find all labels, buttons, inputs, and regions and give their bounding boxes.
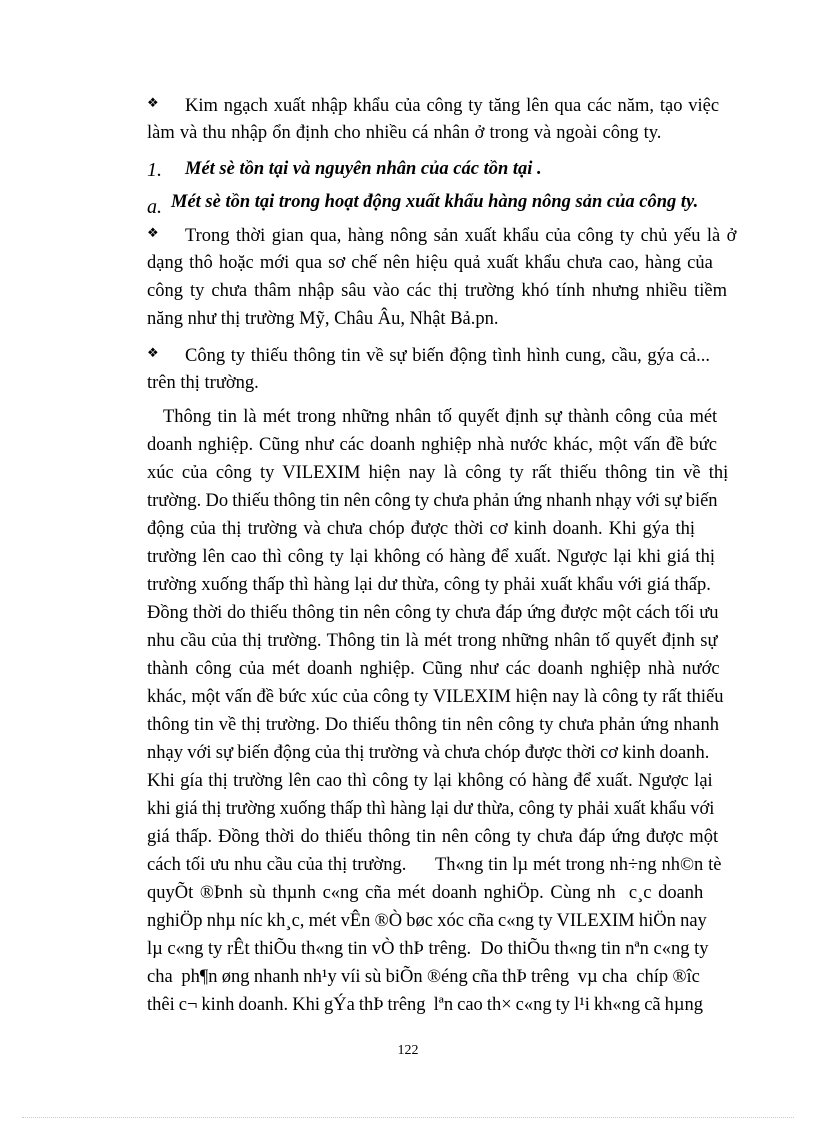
- heading-number: a.: [147, 196, 162, 218]
- diamond-bullet-icon: ❖: [147, 226, 159, 241]
- document-page: ❖ Kim ngạch xuất nhập khẩu của công ty tăng lên qua các năm, tạo việc làm và thu nhập ổn định cho nhiều cá nhân ở trong và ngoài công ty. 1. Mét sè tồn tại và nguyên nhân của các tồn tại . a. Mét sè tồn tại trong hoạt động xuất khẩu hàng nông sản của công ty. ❖ Trong thời gian qua, hàng nông sản xuất khẩu của công ty chủ yếu là ở dạng thô hoặc mới qua sơ chế nên hiệu quả xuất khẩu chưa cao, hàng của công ty chưa thâm nhập sâu vào các thị trường khó tính nhưng nhiều tiềm năng như thị trường Mỹ, Châu Âu, Nhật Bả.pn. ❖ Công ty thiếu thông tin về sự biến động tình hình cung, cầu, gýa cả... trên thị trường. Thông tin là mét trong những nhân tố quyết định sự thành công của mét doanh nghiệp. Cũng như các doanh nghiệp nhà nước khác, một vấn đề bức xúc của công ty VILEXIM hiện nay là công ty rất thiếu thông tin về thị trường. Do thiếu thông tin nên công ty chưa phản ứng nhanh nhạy với sự biến động của thị trường và chưa chóp được thời cơ kinh doanh. Khi gýa thị trường lên cao thì công ty lại không có hàng để xuất. Ngược lại khi giá thị trường xuống thấp thì hàng lại dư thừa, công ty phải xuất khẩu với giá thấp. Đồng thời do thiếu thông tin nên công ty chưa đáp ứng được một cách tối ưu nhu cầu của thị trường. Thông tin là mét trong những nhân tố quyết định sự thành công của mét doanh nghiệp. Cũng như các doanh nghiệp nhà nước khác, một vấn đề bức xúc của công ty VILEXIM hiện nay là công ty rất thiếu thông tin về thị trường. Do thiếu thông tin nên công ty chưa phản ứng nhanh nhạy với sự biến động của thị trường và chưa chóp được thời cơ kinh doanh. Khi gía thị trường lên cao thì công ty lại không có hàng để xuất. Ngược lại khi giá thị trường xuống thấp thì hàng lại dư thừa, công ty phải xuất khẩu với giá thấp. Đồng thời do thiếu thông tin nên công ty chưa đáp ứng được một cách tối ưu nhu cầu của thị trường. Th«ng tin lµ mét trong nh÷ng nh©n tè quyÕt ®Þnh sù thµnh c«ng cña mét doanh nghiÖp. Cùng nh c¸c doanh nghiÖp nhµ níc kh¸c, mét vÊn ®Ò bøc xóc cña c«ng ty VILEXIM hiÖn nay lµ c«ng ty rÊt thiÕu th«ng tin vÒ thÞ trêng. Do thiÕu th«ng tin nªn c«ng ty cha ph¶n øng nhanh nh¹y víi sù biÕn ®éng cña thÞ trêng vµ cha chíp ®îc thêi c¬ kinh doanh. Khi gÝa thÞ trêng lªn cao th× c«ng ty l¹i kh«ng cã hµng 122: [0, 0, 816, 1123]
- page-bottom-divider: [22, 1117, 794, 1118]
- text-line: Trong thời gian qua, hàng nông sản xuất khẩu của công ty chủ yếu là ở: [185, 226, 737, 246]
- heading-number: 1.: [147, 159, 162, 181]
- heading-text: Mét sè tồn tại và nguyên nhân của các tồn tại .: [185, 159, 542, 179]
- text-line: làm và thu nhập ổn định cho nhiều cá nhân ở trong và ngoài công ty.: [147, 123, 662, 143]
- diamond-bullet-icon: ❖: [147, 346, 159, 361]
- text-line: năng như thị trường Mỹ, Châu Âu, Nhật Bả.pn.: [147, 309, 499, 329]
- text-line: dạng thô hoặc mới qua sơ chế nên hiệu quả xuất khẩu chưa cao, hàng của: [147, 253, 713, 273]
- page-number: 122: [397, 1043, 419, 1058]
- text-line: trên thị trường.: [147, 373, 259, 393]
- heading-text: Mét sè tồn tại trong hoạt động xuất khẩu hàng nông sản của công ty.: [171, 192, 699, 212]
- diamond-bullet-icon: ❖: [147, 96, 159, 111]
- text-line: công ty chưa thâm nhập sâu vào các thị trường khó tính nhưng nhiều tiềm: [147, 281, 728, 301]
- text-line: Kim ngạch xuất nhập khẩu của công ty tăng lên qua các năm, tạo việc: [185, 96, 720, 116]
- text-line: Công ty thiếu thông tin về sự biến động tình hình cung, cầu, gýa cả...: [185, 346, 710, 366]
